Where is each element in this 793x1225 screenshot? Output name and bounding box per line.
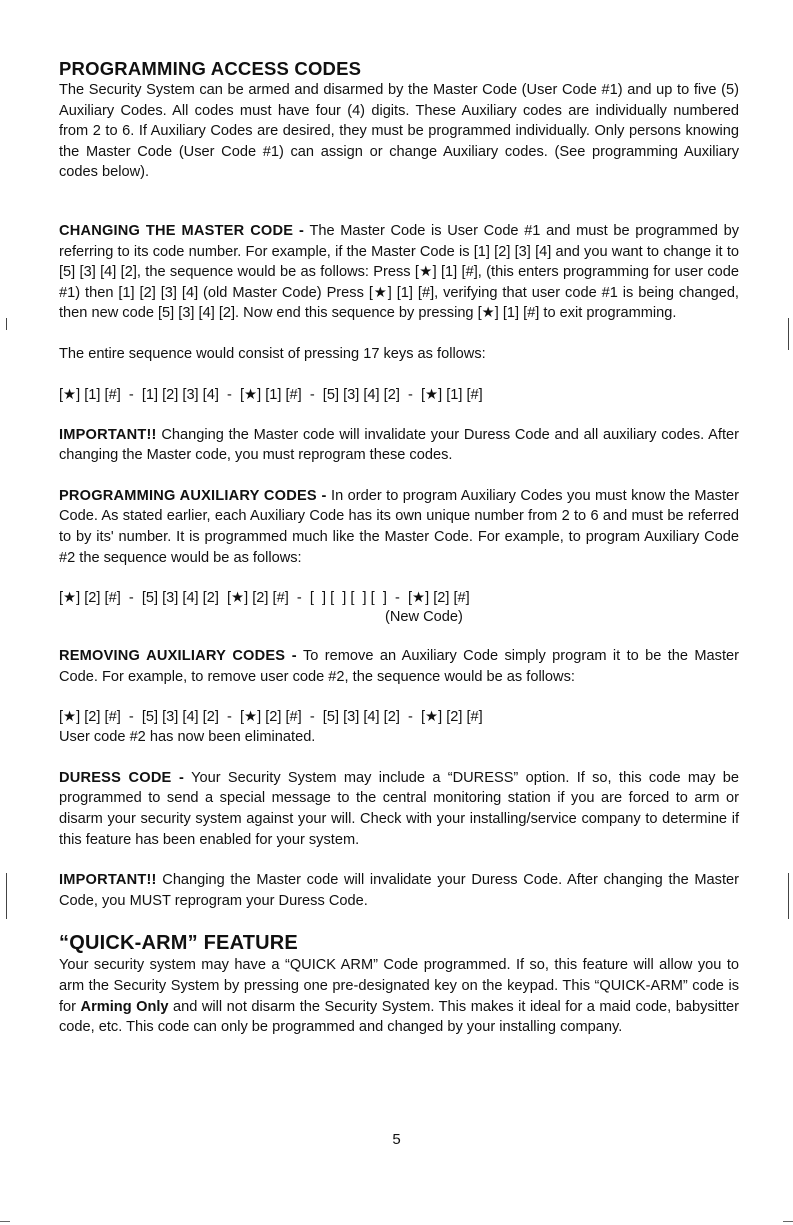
user-code-eliminated-note: User code #2 has now been eliminated. [59,729,316,746]
important-notice-2 [59,870,739,911]
right-margin-mark-bottom [788,873,789,919]
removing-auxiliary-heading: REMOVING AUXILIARY CODES - [59,648,297,665]
remove-code-key-sequence: [★] [2] [#] - [5] [3] [4] [2] - [★] [2] [#] - [5] [3] [4] [2] - [★] [2] [#] [59,709,483,726]
duress-code-body: Your Security System may include a “DURESS” option. If so, this code may be programmed to send a special message to the central monitoring station if you are forced to arm or disarm your security system against your will. Check with your installing/service company to determine if this feature has been enabled for your system. [59,769,739,848]
changing-master-code-body: The Master Code is User Code #1 and must be programmed by referring to its code number. For example, if the Master Code is [1] [2] [3] [4] and you want to change it to [5] [3] [4] [2], the sequence would be as follows: Press [★] [1] [#], (this enters programming for user code #1) then [1] [2] [3] [4] (old Master Code) Press [★] [1] [#], verifying that user code #1 is being changed, then new code [5] [3] [4] [2]. Now end this sequence by pressing [★] [1] [#] to exit programming. [59,222,740,322]
left-margin-mark-top [6,318,7,330]
programming-auxiliary-heading: PROGRAMMING AUXILIARY CODES - [59,487,327,504]
bottom-right-crop-mark [783,1221,793,1222]
changing-master-code-heading: CHANGING THE MASTER CODE - [59,222,305,239]
programming-access-codes-body: The Security System can be armed and disarmed by the Master Code (User Code #1) and up to five (5) Auxiliary Codes. All codes must have four (4) digits. These Auxiliary codes are individually numbered from 2 to 6. If Auxiliary Codes are desired, they must be programmed individually. Only persons knowing the Master Code (User Code #1) can assign or change Auxiliary codes. (See programming Auxiliary codes below). [59,82,739,181]
changing-master-code-paragraph [59,221,739,324]
important-body-1: Changing the Master code will invalidate your Duress Code and all auxiliary codes. After changing the Master code, you must reprogram these codes. [59,426,739,464]
important-heading-1: IMPORTANT!! [59,426,157,443]
right-margin-mark-top [788,318,789,350]
important-notice-1 [59,425,739,466]
removing-auxiliary-paragraph [59,646,739,687]
removing-auxiliary-body: To remove an Auxiliary Code simply program it to be the Master Code. For example, to remove user code #2, the sequence would be as follows: [59,648,740,685]
entire-sequence-note: The entire sequence would consist of pressing 17 keys as follows: [59,345,486,362]
quick-arm-body-end: and will not disarm the Security System. This makes it ideal for a maid code, babysitter code, etc. This code can only be programmed and changed by your installing company. [59,998,739,1036]
important-heading-2: IMPORTANT!! [59,872,157,889]
programming-auxiliary-body: In order to program Auxiliary Codes you must know the Master Code. As stated earlier, each Auxiliary Code has its own unique number from 2 to 6 and must be referred to by its' number. It is programmed much like the Master Code. For example, to program Auxiliary Code #2 the sequence would be as follows: [59,487,739,566]
quick-arm-body-start: Your security system may have a “QUICK ARM” Code programmed. If so, this feature will allow you to arm the Security System by pressing one pre-designated key on the keypad. This “QUICK-ARM” code is for [59,957,739,1015]
important-body-2: Changing the Master code will invalidate your Duress Code. After changing the Master Code, you MUST reprogram your Duress Code. [59,872,740,909]
auxiliary-code-key-sequence: [★] [2] [#] - [5] [3] [4] [2] [★] [2] [#] - [ ] [ ] [ ] [ ] - [★] [2] [#] [59,590,470,607]
quick-arm-body [59,955,739,1037]
arming-only-emphasis: Arming Only [80,998,169,1015]
quick-arm-title: “QUICK-ARM” FEATURE [59,932,298,955]
left-margin-mark-bottom [6,873,7,919]
new-code-label: (New Code) [385,609,463,626]
duress-code-paragraph [59,768,739,850]
page-number: 5 [392,1131,401,1148]
programming-access-codes-title: PROGRAMMING ACCESS CODES [59,58,362,79]
manual-page [59,58,739,1038]
programming-auxiliary-paragraph [59,486,739,568]
duress-code-heading: DURESS CODE - [59,769,185,786]
bottom-left-crop-mark [0,1221,10,1222]
master-code-key-sequence: [★] [1] [#] - [1] [2] [3] [4] - [★] [1] [#] - [5] [3] [4] [2] - [★] [1] [#] [59,386,483,403]
